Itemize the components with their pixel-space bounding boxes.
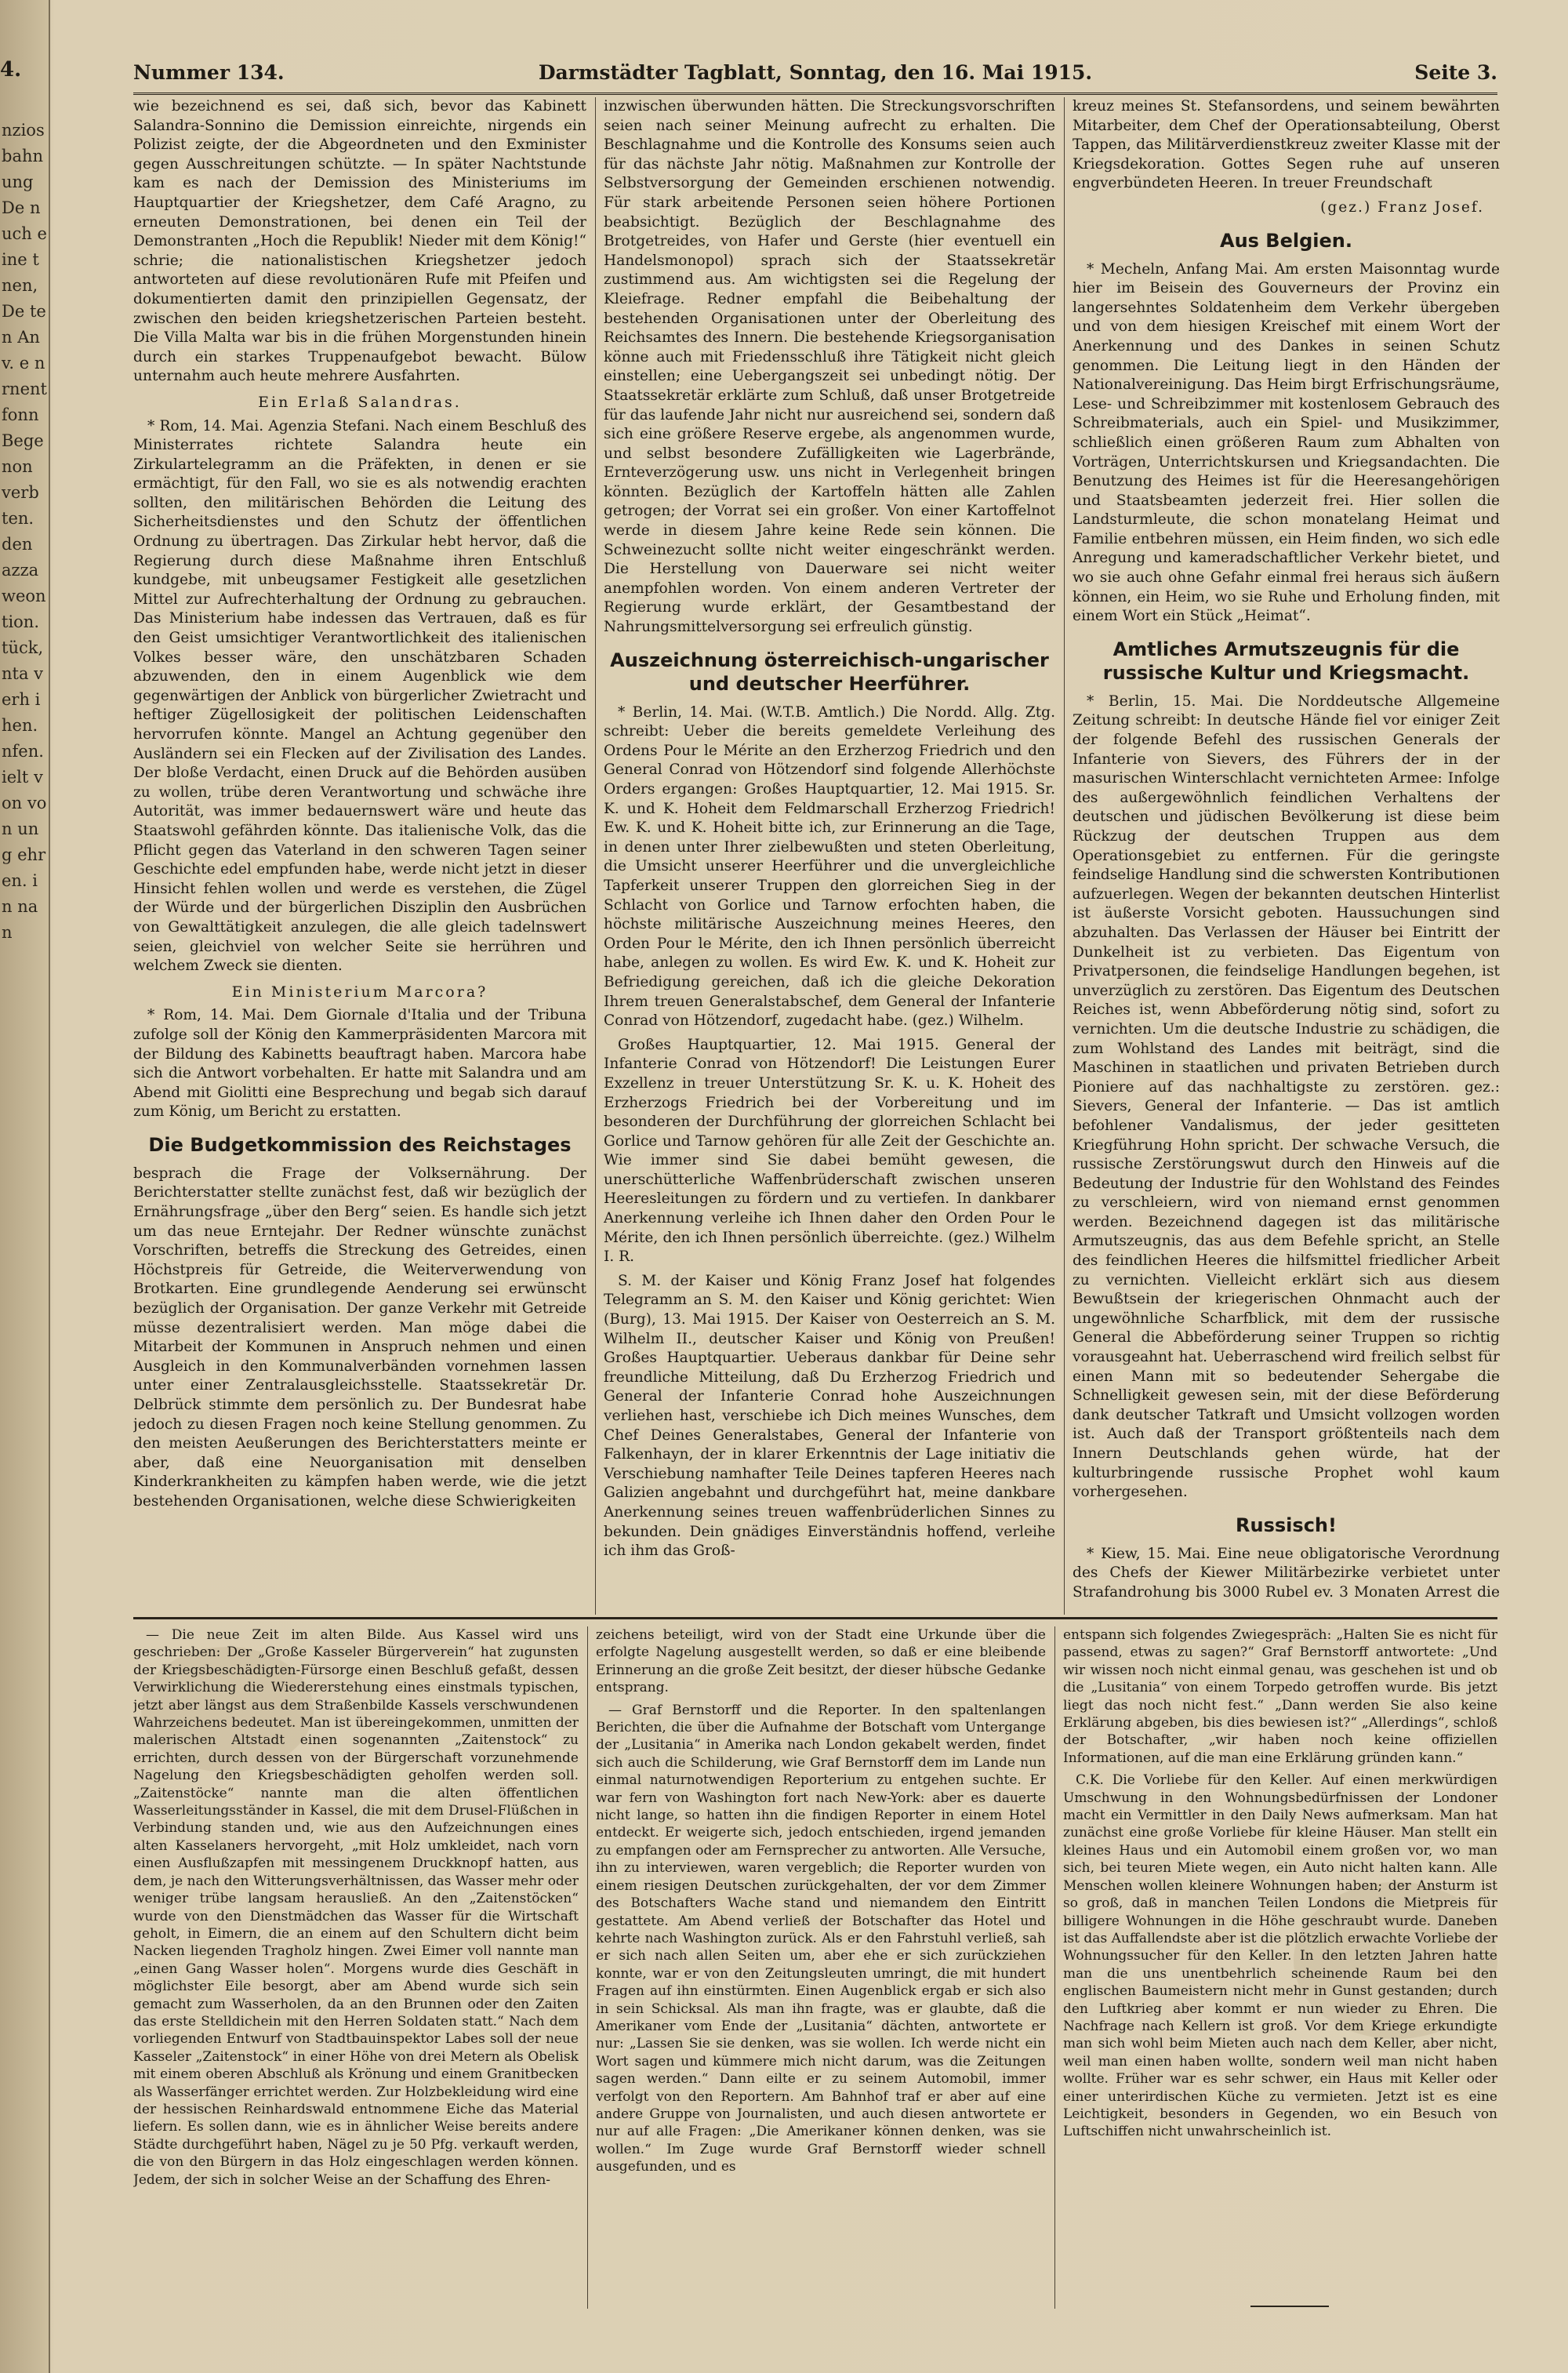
paragraph: * Berlin, 14. Mai. (W.T.B. Amtlich.) Die Nordd. Allg. Ztg. schreibt: Ueber die bereits gemeldete Verleihung des Ordens Pour le Mérite an den Erzherzog Friedrich und den General Conrad von Hötzendorf sind folgende Allerhöchste Orders ergangen: Großes Hauptquartier, 12. Mai 1915. Sr. K. und K. Hoheit dem Feldmarschall Erzherzog Friedrich! Ew. K. und K. Hoheit bitte ich, zur Erinnerung an die Tage, in denen unter Ihrer zielbewußten und steten Oberleitung, die Umsicht unserer Heerführer und die unvergleichliche Tapferkeit unserer Truppen den glorreichen Sieg in der Schlacht von Gorlice und Tarnow erfochten haben, die höchste militärische Auszeichnung meines Heeres, den Orden Pour le Mérite, den ich Ihnen persönlich überreicht habe, anlegen zu wollen. Es wird Ew. K. und K. Hoheit zur Befriedigung gereichen, daß ich die gleiche Dekoration Ihrem treuen Generalstabschef, dem General der Infanterie Conrad von Hötzendorf, zugedacht habe. (gez.) Wilhelm. bbox=[604, 703, 1055, 1030]
article-heading: Die Budgetkommission des Reichstages bbox=[148, 1133, 572, 1156]
column-1 bbox=[133, 97, 586, 1603]
paragraph: Großes Hauptquartier, 12. Mai 1915. General der Infanterie Conrad von Hötzendorf! Die Leistungen Eurer Exzellenz in treuer Unterstützung Sr. K. u. K. Hoheit des Erzherzogs Friedrich bei der Vorbereitung und im besonderen der Durchführung der glorreichen Schlacht bei Gorlice und Tarnow gehören für alle Zeit der Geschichte an. Wie immer sind Sie dabei bemüht gewesen, die unerschütterliche Waffenbrüderschaft zwischen unseren Heeresleitungen zu fördern und zu vertiefen. In dankbarer Anerkennung verleihe ich Ihnen daher den Orden Pour le Mérite, den ich Ihnen persönlich überreichte. (gez.) Wilhelm I. R. bbox=[604, 1036, 1055, 1266]
paragraph: * Rom, 14. Mai. Agenzia Stefani. Nach einem Beschluß des Ministerrates richtete Salandra heute ein Zirkulartelegramm an die Präfekten, in denen er sie ermächtigt, für den Fall, wo sie es als notwendig erachten sollten, den militärischen Behörden die Leitung des Sicherheitsdienstes und den Schutz der öffentlichen Ordnung zu übertragen. Das Zirkular hebt hervor, daß die Regierung durch diese Maßnahme ihren Entschluß kundgebe, mit unbeugsamer Festigkeit alle gesetzlichen Mittel zur Aufrechterhaltung der Ordnung zu gebrauchen. Das Ministerium habe indessen das Vertrauen, daß es für den Geist umsichtiger Verantwortlichkeit des italienischen Volkes besser wäre, den unschätzbaren Schaden abzuwenden, den in einem Augenblick wie dem gegenwärtigen der Anblick von bürgerlicher Zwietracht und heftiger Zügellosigkeit der politischen Leidenschaften hervorrufen könnte. Mangel an Achtung gegenüber den Ausländern sei ein Flecken auf der Zivilisation des Landes. Der bloße Verdacht, einen Druck auf die Behörden ausüben zu wollen, trübe deren Verantwortung und schwäche ihre Autorität, was immer bedauernswert wäre und heute das Staatswohl gefährden könnte. Das italienische Volk, das die Pflicht gegen das Vaterland in den schweren Tagen seiner Geschichte edel empfunden habe, werde nicht jetzt in dieser Hinsicht fehlen wollen und werde es verstehen, die Zügel der Würde und der bürgerlichen Disziplin den Ausbrüchen von Gewalttätigkeit anzulegen, die alle gleich tadelnswert seien, gleichviel von welcher Seite sie herrühren und welchem Zweck sie dienten. bbox=[133, 417, 586, 975]
paragraph: inzwischen überwunden hätten. Die Streckungsvorschriften seien nach seiner Meinung aufrecht zu erhalten. Die Beschlagnahme und die Kontrolle des Konsums seien auch für das nächste Jahr nötig. Maßnahmen zur Kontrolle der Selbstversorgung der Gemeinden erschienen notwendig. Für stark arbeitende Personen seien höhere Portionen beabsichtigt. Bezüglich der Beschlagnahme des Brotgetreides, von Hafer und Gerste (hier eventuell ein Handelsmonopol) sprach sich der Staatssekretär zustimmend aus. Am wichtigsten sei die Regelung der Kleiefrage. Redner empfahl die Beibehaltung der bestehenden Organisationen unter der Oberleitung des Reichsamtes des Innern. Die bestehende Kriegsorganisation könne auch mit Friedensschluß ihre Tätigkeit nicht gleich einstellen; eine Uebergangszeit sei unbedingt nötig. Der Staatssekretär erklärte zum Schluß, daß unser Brotgetreide für das laufende Jahr nicht nur ausreichend sei, sondern daß sich eine größere Reserve ergebe, als angenommen wurde, und selbst besondere Zufälligkeiten wie Lagerbrände, Ernteverzögerung usw. uns nicht in Verlegenheit bringen könnten. Bezüglich der Kartoffeln hätten alle Zahlen getrogen; der Vorrat sei ein großer. Von einer Kartoffelnot werde in diesem Jahre keine Rede sein können. Die Schweinezucht sollte nicht weiter eingeschränkt werden. Die Herstellung von Dauerware sei nicht weiter anempfohlen worden. Von einem anderen Vertreter der Regierung wurde erklärt, der Gesamtbestand der Nahrungsmittelversorgung sei erfreulich günstig. bbox=[604, 98, 1055, 636]
article-heading: Amtliches Armutszeugnis für die russische Kultur und Kriegsmacht. bbox=[1102, 638, 1470, 684]
article-heading: Auszeichnung österreichisch-ungarischer und deutscher Heerführer. bbox=[610, 649, 1049, 695]
column-2 bbox=[604, 97, 1055, 1603]
article-heading: Aus Belgien. bbox=[1220, 229, 1352, 252]
subheading: Ein Ministerium Marcora? bbox=[231, 983, 488, 1001]
paragraph: — Die neue Zeit im alten Bilde. Aus Kassel wird uns geschrieben: Der „Große Kasseler Bürgerverein“ hat zugunsten der Kriegsbeschädigten-Fürsorge einen Beschluß gefaßt, dessen Verwirklichung die Wiedererstehung eines einstmals typischen, jetzt aber längst aus dem Straßenbilde Kassels verschwundenen Wahrzeichens bedeutet. Man ist übereingekommen, unmitten der malerischen Altstadt einen sogenannten „Zaitenstock“ zu errichten, durch dessen von der Bürgerschaft vorzunehmende Nagelung den Kriegsbeschädigten geholfen werden soll. „Zaitenstöcke“ nannte man die alten öffentlichen Wasserleitungsständer in Kassel, die mit dem Drusel-Flüßchen in Verbindung standen und, wie aus den Aufzeichnungen eines alten Kasselaners hervorgeht, „mit Holz umkleidet, nach vorn einen Ausflußzapfen mit messingenem Druckknopf hatten, aus dem, je nach den Witterungsverhältnissen, das Wasser mehr oder weniger trübe langsam herausließ. An den „Zaitenstöcken“ wurde von den Dienstmädchen das Wasser für die Wirtschaft geholt, in Eimern, die an einem auf den Schultern dicht beim Nacken liegenden Tragholz hingen. Zwei Eimer voll nannte man „einen Gang Wasser holen“. Morgens wurde dies Geschäft in möglichster Eile besorgt, aber am Abend wurde sich sein gemacht zum Wasserholen, da an den Brunnen oder den Zaiten das erste Stelldichein mit den Herren Soldaten statt.“ Nach dem vorliegenden Entwurf von Stadtbauinspektor Labes soll der neue Kasseler „Zaitenstock“ in einer Höhe von drei Metern als Obelisk mit einem oberen Abschluß als Krönung und einem Granitbecken als Wasserfänger errichtet werden. Zur Holzbekleidung wird eine der hessischen Reinhardswald entnommene Eiche das Material liefern. Es sollen dann, wie es in ähnlicher Weise bereits andere Städte durchgeführt haben, Nägel zu je 50 Pfg. verkauft werden, die von den Bürgern in das Holz eingeschlagen werden können. Jedem, der sich in solcher Weise an der Schaffung des Ehren- bbox=[133, 1627, 579, 2188]
column-separator bbox=[1064, 97, 1065, 1615]
page-header bbox=[133, 56, 1497, 91]
column-separator bbox=[595, 97, 596, 1615]
header-rule bbox=[133, 93, 1497, 95]
page-number: Seite 3. bbox=[1414, 61, 1497, 84]
column-3 bbox=[1073, 97, 1500, 1603]
paragraph: kreuz meines St. Stefansordens, und seinem bewährten Mitarbeiter, dem Chef der Operationsabteilung, Oberst Tappen, das Militärverdienstkreuz zweiter Klasse mit der Kriegsdekoration. Gottes Segen ruhe auf unseren engverbündeten Heeren. In treuer Freundschaft bbox=[1073, 98, 1500, 192]
paragraph: zeichens beteiligt, wird von der Stadt eine Urkunde über die erfolgte Nagelung ausgestellt werden, so daß er eine bleibende Erinnerung an die große Zeit besitzt, der dieser hübsche Gedanke entsprang. bbox=[596, 1627, 1046, 1696]
feuilleton-rule bbox=[133, 1617, 1497, 1619]
issue-number: Nummer 134. bbox=[133, 61, 285, 84]
paragraph: besprach die Frage der Volksernährung. Der Berichterstatter stellte zunächst fest, daß wir bezüglich der Ernährungsfrage „über den Berg“ seien. Es handle sich jetzt um das neue Erntejahr. Der Redner wünschte zunächst Vorschriften, betreffs die Streckung des Getreides, einen Höchstpreis für Getreide, die Weiterverwendung von Brotkarten. Eine grundlegende Aenderung sei erwünscht bezüglich der Organisation. Der ganze Verkehr mit Getreide müsse dezentralisiert werden. Man möge dabei die Mitarbeit der Kommunen in Anspruch nehmen und einen Ausgleich in den Kommunalverbänden vornehmen lassen unter einer Zentralausgleichsstelle. Staatssekretär Dr. Delbrück stimmte dem persönlich zu. Der Bundesrat habe jedoch zu diesen Fragen noch keine Stellung genommen. Zu den meisten Aeußerungen des Berichterstatters meinte er aber, daß eine Neuorganisation mit denselben Kinderkrankheiten zu kämpfen haben werde, wie die jetzt bestehenden Organisationen, welche diese Schwierigkeiten bbox=[133, 1165, 586, 1510]
paragraph: * Mecheln, Anfang Mai. Am ersten Maisonntag wurde hier im Beisein des Gouverneurs der Provinz ein langersehntes Soldatenheim dem Verkehr übergeben und von dem hiesigen Kreischef mit einem Wort der Anerkennung und des Dankes in seinen Schutz genommen. Die Leitung liegt in den Händen der Nationalvereinigung. Das Heim birgt Erfrischungsräume, Lese- und Schreibzimmer mit kostenlosem Gebrauch des Schreibmaterials, auch ein Spiel- und Musikzimmer, schließlich einen größeren Raum zum Abhalten von Vorträgen, Unterrichtskursen und Kriegsandachten. Die Benutzung des Heimes ist für die Heeresangehörigen und Staatsbeamten jederzeit frei. Hier sollen die Landsturmleute, die schon monatelang Heimat und Familie entbehren müssen, ein Heim finden, wo sich edle Anregung und kameradschaftlicher Verkehr bietet, und wo sie auch ohne Gefahr einmal frei heraus sich äußern können, ein Heim, wo sie Ruhe und Erholung finden, mit einem Wort ein Stück „Heimat“. bbox=[1073, 260, 1500, 625]
column-separator bbox=[587, 1626, 588, 2309]
previous-page-fragment: nzios bahn ung De nuch eine tnen, De ten Anv. e n rnent fonn Bege non verb ten. den azza weon tion. tück, nta verh ihen. nfen. ielt von von ung ehr en. in nan bbox=[2, 121, 47, 942]
subheading: Ein Erlaß Salandras. bbox=[258, 393, 462, 411]
paragraph: * Kiew, 15. Mai. Eine neue obligatorische Verordnung des Chefs der Kiewer Militärbezirke verbietet unter Strafandrohung bis 3000 Rubel ev. 3 Monaten Arrest die bbox=[1073, 1545, 1500, 1601]
paragraph: entspann sich folgendes Zwiegespräch: „Halten Sie es nicht für passend, etwas zu sagen?“ Graf Bernstorff antwortete: „Und wir wissen noch nicht einmal genau, was geschehen ist und ob die „Lusitania“ von einem Torpedo getroffen wurde. Bis jetzt liegt das noch nicht fest.“ „Dann werden Sie also keine Erklärung abgeben, bis dies bewiesen ist?“ „Allerdings“, schloß der Botschafter, „wir haben noch keine offiziellen Informationen, auf die man eine Erklärung gründen kann.“ bbox=[1063, 1627, 1497, 1766]
masthead: Darmstädter Tagblatt, Sonntag, den 16. Mai 1915. bbox=[538, 61, 1093, 84]
end-rule bbox=[1250, 2306, 1329, 2307]
feuilleton-column-1 bbox=[133, 1626, 579, 2309]
previous-page-edge bbox=[0, 0, 50, 2373]
paragraph: * Rom, 14. Mai. Dem Giornale d'Italia und der Tribuna zufolge soll der König den Kammerpräsidenten Marcora mit der Bildung des Kabinetts beauftragt haben. Marcora habe sich die Antwort vorbehalten. Er hatte mit Salandra und am Abend mit Giolitti eine Besprechung und begab sich darauf zum König, um Bericht zu erstatten. bbox=[133, 1007, 586, 1121]
paragraph: — Graf Bernstorff und die Reporter. In den spaltenlangen Berichten, die über die Aufnahme der Botschaft vom Untergange der „Lusitania“ in Amerika nach London gekabelt werden, findet sich auch die Schilderung, wie Graf Bernstorff dem im Lande nun einmal naturnotwendigen Reporterium zu entgehen suchte. Er war fern von Washington fort nach New-York: aber es dauerte nicht lange, so hatten ihn die findigen Reporter in einem Hotel entdeckt. Er weigerte sich, jedoch entschieden, irgend jemanden zu empfangen oder am Fernsprecher zu antworten. Alle Versuche, ihn zu interviewen, waren vergeblich; die Reporter wurden von einem riesigen Deutschen zurückgehalten, der vor dem Zimmer des Botschafters Wache stand und niemandem den Eintritt gestattete. Am Abend verließ der Botschafter das Hotel und kehrte nach Washington zurück. Als er den Fahrstuhl verließ, sah er sich nach allen Seiten um, aber ehe er sich zurückziehen konnte, war er von den Zeitungsleuten umringt, die mit hundert Fragen auf ihn einstürmten. Einen Augenblick ergab er sich also in sein Schicksal. Als man ihn fragte, was er glaubte, daß die Amerikaner vom Ende der „Lusitania“ dächten, antwortete er nur: „Lassen Sie sie denken, was sie wollen. Ich werde nicht ein Wort sagen und kümmere mich nicht darum, was die Zeitungen sagen werden.“ Dann eilte er zu seinem Automobil, immer verfolgt von den Reportern. Am Bahnhof traf er aber auf eine andere Gruppe von Journalisten, und auch diesen antwortete er nur auf alle Fragen: „Die Amerikaner können denken, was sie wollen.“ Im Zuge wurde Graf Bernstorff wieder schnell ausgefunden, und es bbox=[596, 1702, 1046, 2175]
paragraph: * Berlin, 15. Mai. Die Norddeutsche Allgemeine Zeitung schreibt: In deutsche Hände fiel vor einiger Zeit der folgende Befehl des russischen Generals der Infanterie von Sievers, des Führers der in der masurischen Winterschlacht vernichteten Armee: Infolge des außergewöhnlich feindlichen Verhaltens der deutschen und jüdischen Bevölkerung ist diese beim Rückzug der deutschen Truppen aus dem Operationsgebiet zu entfernen. Für die geringste feindselige Handlung sind die schwersten Kontributionen aufzuerlegen. Wegen der bekannten deutschen Hinterlist ist äußerste Vorsicht geboten. Haussuchungen sind abzuhalten. Das Verlassen der Häuser bei Eintritt der Dunkelheit ist zu verbieten. Das Eigentum von Privatpersonen, die feindselige Handlungen begehen, ist unverzüglich zu zerstören. Das Eigentum des Deutschen Reiches ist, wenn Abbeförderung nötig sind, sofort zu vernichten. Um die deutsche Industrie zu schädigen, die zum Wohlstand des Landes mit beiträgt, sind die Maschinen in staatlichen und privaten Betrieben durch Pioniere auf das nachhaltigste zu zerstören. gez.: Sievers, General der Infanterie. — Das ist amtlich befohlener Vandalismus, der jeder gesitteten Kriegführung Hohn spricht. Der schwache Versuch, die russische Zerstörungswut durch den Hinweis auf die Bedeutung der Industrie für den Wohlstand des Feindes zu verschleiern, wird von niemand ernst genommen werden. Bezeichnend dagegen ist das militärische Armutszeugnis, das aus dem Befehle spricht, an Stelle des feindlichen Heeres die hilfsmittel friedlicher Arbeit zu vernichten. Vielleicht erklärt sich aus diesem Bewußtsein der kriegerischen Ohnmacht auch der ungewöhnliche Scharfblick, mit dem der russische General die Abbeförderung seiner Truppen so richtig vorausgeahnt hat. Ueberraschend wird freilich selbst für einen Mann mit so bedeutender Sehergabe die Schnelligkeit gewesen sein, mit der diese Beförderung dank deutscher Tatkraft und Umsicht vollzogen worden ist. Auch daß der Transport größtenteils nach dem Innern Deutschlands gehen würde, hat der kulturbringende russische Prophet wohl kaum vorhergesehen. bbox=[1073, 692, 1500, 1501]
article-heading: Russisch! bbox=[1236, 1514, 1337, 1536]
previous-page-number: 4. bbox=[0, 58, 22, 82]
paragraph: S. M. der Kaiser und König Franz Josef hat folgendes Telegramm an S. M. den Kaiser und König gerichtet: Wien (Burg), 13. Mai 1915. Der Kaiser von Oesterreich an S. M. Wilhelm II., deutscher Kaiser und König von Preußen! Großes Hauptquartier. Ueberaus dankbar für Deine sehr freundliche Mitteilung, daß Du Erzherzog Friedrich und General der Infanterie Conrad hohe Auszeichnungen verliehen hast, verschiebe ich Dich meines Wunsches, dem Chef Deines Generalstabes, General der Infanterie von Falkenhayn, der in klarer Erkenntnis der Lage initiativ die Verschiebung namhafter Teile Deines tapferen Heeres nach Galizien angebahnt und durchgeführt hat, meine dankbare Anerkennung seines treuen waffenbrüderlichen Sinnes zu bekunden. Dein gnädiges Einverständnis hoffend, verleihe ich ihm das Groß- bbox=[604, 1272, 1055, 1560]
signature-line: (gez.) Franz Josef. bbox=[1320, 198, 1484, 216]
feuilleton-column-3 bbox=[1063, 1626, 1497, 2309]
paragraph: C.K. Die Vorliebe für den Keller. Auf einen merkwürdigen Umschwung in den Wohnungsbedürfnissen der Londoner macht ein Vermittler in den Daily News aufmerksam. Man hat zunächst eine große Vorliebe für kleine Häuser. Man stellt ein kleines Haus und ein Automobil einem großen vor, wo man sich, bei teuren Miete wegen, ein Auto nicht halten kann. Alle Menschen wollen kleinere Wohnungen haben; der Ansturm ist so groß, daß in manchen Teilen Londons die Mietpreis für billigere Wohnungen in die Höhe geschraubt wurde. Daneben ist das Auffallendste aber ist die plötzlich erwachte Vorliebe der Wohnungssucher für den Keller. In den letzten Jahren hatte man die uns unentbehrlich scheinende Raum bei den englischen Baumeistern nicht mehr in Gunst gestanden; durch den Luftkrieg aber kommt er nun wieder zu Ehren. Die Nachfrage nach Kellern ist groß. Vor dem Kriege erkundigte man sich wohl beim Mieten auch nach dem Keller, aber nicht, weil man einen haben wollte, sondern weil man nicht haben wollte. Früher war es sehr schwer, ein Haus mit Keller oder einer unterirdischen Küche zu vermieten. Jetzt ist es eine Leichtigkeit, besonders in Gegenden, wo ein Besuch von Luftschiffen nicht unwahrscheinlich ist. bbox=[1063, 1772, 1497, 2140]
feuilleton-column-2 bbox=[596, 1626, 1046, 2309]
column-separator bbox=[1054, 1626, 1055, 2309]
paragraph: wie bezeichnend es sei, daß sich, bevor das Kabinett Salandra-Sonnino die Demission einreichte, nirgends ein Polizist zeigte, der die Abgeordneten und den Exminister gegen Ausschreitungen schützte. — In später Nachtstunde kam es nach der Demission des Ministeriums im Hauptquartier der Kriegshetzer, dem Café Aragno, zu erneuten Demonstrationen, bei denen ein Teil der Demonstranten „Hoch die Republik! Nieder mit dem König!“ schrie; die nationalistischen Kriegshetzer jedoch antworteten auf diese revolutionären Rufe mit Pfeifen und dokumentierten damit den prinzipiellen Gegensatz, der zwischen den beiden kriegshetzerischen Parteien besteht. Die Villa Malta war bis in die frühen Morgenstunden hinein durch ein starkes Truppenaufgebot bewacht. Bülow unternahm auch heute mehrere Ausfahrten. bbox=[133, 98, 586, 385]
